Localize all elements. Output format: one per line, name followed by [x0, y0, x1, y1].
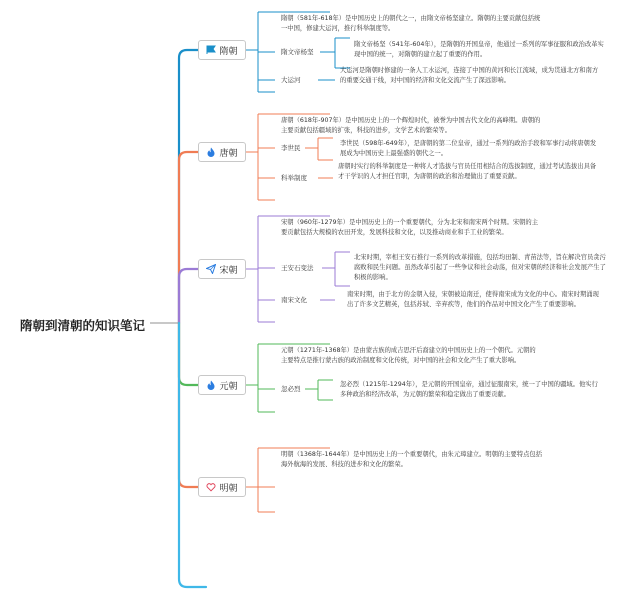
- sui-topic-label: 大运河: [281, 76, 301, 84]
- trunk-tang: [179, 152, 198, 323]
- node-ming-label: 明朝: [219, 483, 238, 494]
- sui-topic-text: 隋文帝杨坚（541年-604年），是隋朝的开国皇帝，他通过一系列的军事征服和政治改革实现中国的统一，对隋朝的建立起了重要的作用。: [354, 41, 604, 59]
- sui-summary: 隋朝（581年-618年）是中国历史上的朝代之一，由隋文帝杨坚建立。隋朝的主要贡献包括统一中国，修建大运河，推行科举制度等。: [281, 15, 541, 33]
- yuan-topic-text: 忽必烈（1215年-1294年），是元朝的开国皇帝，通过征服南宋，统一了中国的疆域。他实行多种政治和经济改革，为元朝的繁荣和稳定做出了重要贡献。: [340, 381, 598, 399]
- paper-plane-icon: [206, 264, 216, 274]
- tang-summary: 唐朝（618年-907年）是中国历史上的一个辉煌时代，被誉为中国古代文化的高峰期。唐朝的主要贡献包括疆域的扩张，科技的进步，文学艺术的繁荣等。: [281, 117, 541, 135]
- trunk-sui: [179, 50, 198, 323]
- sui-topic-text: 大运河是隋朝时修建的一条人工水运河，连接了中国的黄河和长江流域，成为贯通北方和南方的重要交通干线，对中国的经济和文化交流产生了深远影响。: [340, 67, 599, 85]
- node-tang-label: 唐朝: [219, 148, 238, 159]
- flame-icon: [206, 147, 216, 157]
- node-tang[interactable]: [198, 142, 246, 162]
- trunk: [179, 50, 206, 587]
- node-yuan[interactable]: [198, 375, 246, 395]
- node-ming[interactable]: [198, 477, 246, 497]
- flame-icon: [206, 380, 216, 390]
- yuan-summary: 元朝（1271年-1368年）是由蒙古族的成吉思汗后裔建立的中国历史上的一个朝代。元朝的主要特点是推行蒙古族的政治制度和文化传统，对中国的社会和文化产生了重大影响。: [281, 347, 536, 365]
- node-sui-label: 隋朝: [219, 46, 238, 57]
- node-song[interactable]: [198, 259, 246, 279]
- sui-topic-label: 隋文帝杨坚: [281, 48, 314, 56]
- node-yuan-label: 元朝: [219, 381, 238, 392]
- song-topic-label: 南宋文化: [281, 296, 307, 304]
- song-summary: 宋朝（960年-1279年）是中国历史上的一个重要朝代，分为北宋和南宋两个时期。宋朝的主要贡献包括大规模的农田开发，发展科技和文化，以及推动商业和手工业的繁荣。: [281, 219, 539, 237]
- node-sui[interactable]: [198, 40, 246, 60]
- tang-topic-text: 唐朝时实行的科举制度是一种将人才选拔与官员任用相结合的选拔制度，通过考试选拔出具备才干学识的人才担任官职，为唐朝的政治和治理做出了重要贡献。: [338, 163, 597, 181]
- trunk-last: [179, 323, 206, 587]
- song-topic-text: 北宋时期，宰相王安石推行一系列的改革措施，包括均田制、青苗法等，旨在解决官员贪污腐败和民生问题。虽然改革引起了一些争议和社会动荡，但对宋朝的经济和社会发展产生了积极的影响。: [354, 254, 606, 282]
- trunk-ming: [179, 323, 198, 487]
- tang-topic-label: 李世民: [281, 144, 301, 152]
- ming-summary: 明朝（1368年-1644年）是中国历史上的一个重要朝代，由朱元璋建立。明朝的主要特点包括海外航海的发展、科技的进步和文化的繁荣。: [281, 451, 543, 469]
- tang-topic-label: 科举制度: [281, 174, 307, 182]
- node-song-label: 宋朝: [219, 265, 238, 276]
- song-topic-label: 王安石变法: [281, 264, 314, 272]
- heart-icon: [206, 482, 216, 492]
- flag-icon: [206, 45, 216, 55]
- song-topic-text: 南宋时期，由于北方的金朝入侵，宋朝被迫南迁，使得南宋成为文化的中心。南宋时期涌现出了许多文艺精英，包括苏轼、辛弃疾等，他们的作品对中国文化产生了重要影响。: [347, 291, 599, 309]
- trunk-yuan: [179, 323, 198, 385]
- map-title: 隋朝到清朝的知识笔记: [20, 318, 146, 333]
- yuan-topic-label: 忽必烈: [281, 385, 301, 393]
- tang-topic-text: 李世民（598年-649年），是唐朝的第二位皇帝，通过一系列的政治手段和军事行动将唐朝发展成为中国历史上最强盛的朝代之一。: [340, 140, 597, 158]
- trunk-song: [179, 269, 198, 323]
